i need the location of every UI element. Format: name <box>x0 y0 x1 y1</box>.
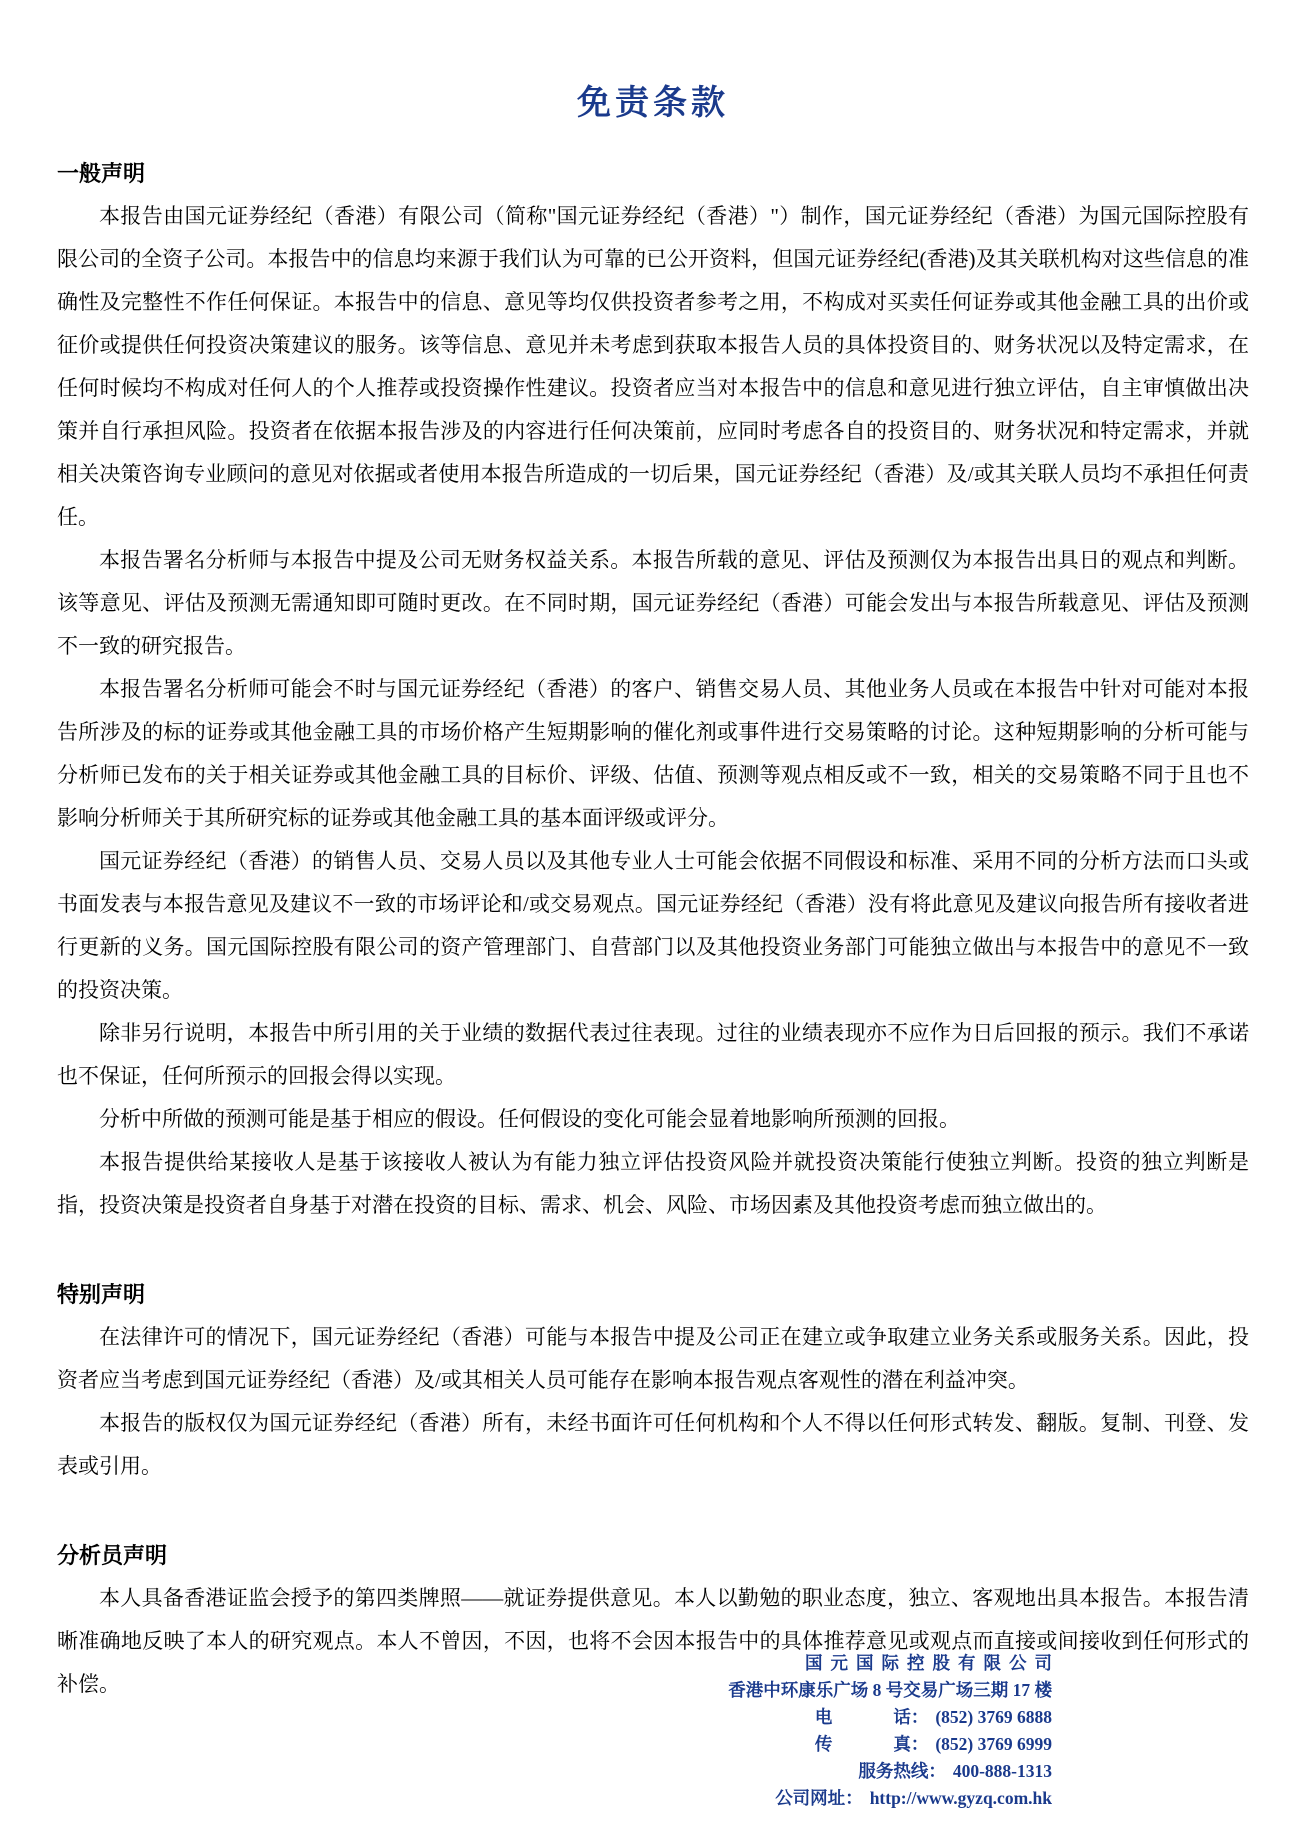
footer-hotline-number: 400-888-1313 <box>952 1761 1052 1781</box>
general-statement-paragraph: 本报告署名分析师与本报告中提及公司无财务权益关系。本报告所载的意见、评估及预测仅为本报告出具日的观点和判断。该等意见、评估及预测无需通知即可随时更改。在不同时期，国元证券经纪（香港）可能会发出与本报告所载意见、评估及预测不一致的研究报告。 <box>57 548 1249 658</box>
footer-website-colon: ： <box>845 1788 863 1808</box>
page-title: 免责条款 <box>577 85 729 122</box>
analyst-statement-heading: 分析员声明 <box>57 1543 168 1568</box>
general-statement-paragraph: 本报告署名分析师可能会不时与国元证券经纪（香港）的客户、销售交易人员、其他业务人员或在本报告中针对可能对本报告所涉及的标的证券或其他金融工具的市场价格产生短期影响的催化剂或事件进行交易策略的讨论。这种短期影响的分析可能与分析师已发布的关于相关证券或其他金融工具的目标价、评级、估值、预测等观点相反或不一致，相关的交易策略不同于且也不影响分析师关于其所研究标的证券或其他金融工具的基本面评级或评分。 <box>57 677 1249 830</box>
special-statement-paragraph: 在法律许可的情况下，国元证券经纪（香港）可能与本报告中提及公司正在建立或争取建立业务关系或服务关系。因此，投资者应当考虑到国元证券经纪（香港）及/或其相关人员可能存在影响本报告观点客观性的潜在利益冲突。 <box>57 1325 1249 1392</box>
footer-phone-number: (852) 3769 6888 <box>935 1707 1052 1727</box>
general-statement-paragraph: 国元证券经纪（香港）的销售人员、交易人员以及其他专业人士可能会依据不同假设和标准、采用不同的分析方法而口头或书面发表与本报告意见及建议不一致的市场评论和/或交易观点。国元证券经纪（香港）没有将此意见及建议向报告所有接收者进行更新的义务。国元国际控股有限公司的资产管理部门、自营部门以及其他投资业务部门可能独立做出与本报告中的意见不一致的投资决策。 <box>57 849 1249 1002</box>
general-statement-paragraph: 分析中所做的预测可能是基于相应的假设。任何假设的变化可能会显着地影响所预测的回报。 <box>99 1107 960 1131</box>
footer-hotline-row <box>728 1758 1052 1785</box>
footer-company-name: 国元国际控股有限公司 <box>805 1653 1060 1673</box>
general-statement-paragraph: 除非另行说明，本报告中所引用的关于业绩的数据代表过往表现。过往的业绩表现亦不应作为日后回报的预示。我们不承诺也不保证，任何所预示的回报会得以实现。 <box>57 1021 1249 1088</box>
footer-phone-label: 电话 <box>814 1707 911 1727</box>
footer-fax-number: (852) 3769 6999 <box>935 1734 1052 1754</box>
footer-fax-row <box>728 1731 1052 1758</box>
footer-website-link[interactable]: http://www.gyzq.com.hk <box>869 1788 1052 1808</box>
general-statement-paragraph: 本报告由国元证券经纪（香港）有限公司（简称"国元证券经纪（香港）"）制作，国元证券经纪（香港）为国元国际控股有限公司的全资子公司。本报告中的信息均来源于我们认为可靠的已公开资料，但国元证券经纪(香港)及其关联机构对这些信息的准确性及完整性不作任何保证。本报告中的信息、意见等均仅供投资者参考之用，不构成对买卖任何证券或其他金融工具的出价或征价或提供任何投资决策建议的服务。该等信息、意见并未考虑到获取本报告人员的具体投资目的、财务状况以及特定需求，在任何时候均不构成对任何人的个人推荐或投资操作性建议。投资者应当对本报告中的信息和意见进行独立评估，自主审慎做出决策并自行承担风险。投资者在依据本报告涉及的内容进行任何决策前，应同时考虑各自的投资目的、财务状况和特定需求，并就相关决策咨询专业顾问的意见对依据或者使用本报告所造成的一切后果，国元证券经纪（香港）及/或其关联人员均不承担任何责任。 <box>57 204 1249 529</box>
section-special-statement <box>57 1273 1249 1488</box>
footer-address: 香港中环康乐广场 8 号交易广场三期 17 楼 <box>728 1680 1052 1700</box>
section-general-statement <box>57 152 1249 1227</box>
footer-hotline-label: 服务热线 <box>858 1761 929 1781</box>
company-footer <box>728 1650 1060 1812</box>
analyst-statement-paragraph: 本人具备香港证监会授予的第四类牌照——就证券提供意见。本人以勤勉的职业态度，独立、客观地出具本报告。本报告清晰准确地反映了本人的研究观点。本人不曾因，不因，也将不会因本报告中的具体推荐意见或观点而直接或间接收到任何形式的补偿。 <box>57 1586 1249 1696</box>
special-statement-heading: 特别声明 <box>57 1282 146 1307</box>
footer-website-label: 公司网址 <box>775 1788 846 1808</box>
footer-fax-colon: ： <box>910 1734 929 1754</box>
footer-fax-label: 传真 <box>814 1734 911 1754</box>
general-statement-heading: 一般声明 <box>57 161 146 186</box>
footer-hotline-colon: ： <box>928 1761 946 1781</box>
section-analyst-statement <box>57 1534 1249 1706</box>
general-statement-paragraph: 本报告提供给某接收人是基于该接收人被认为有能力独立评估投资风险并就投资决策能行使独立判断。投资的独立判断是指，投资决策是投资者自身基于对潜在投资的目标、需求、机会、风险、市场因素及其他投资考虑而独立做出的。 <box>57 1150 1249 1217</box>
footer-phone-colon: ： <box>910 1707 929 1727</box>
special-statement-paragraph: 本报告的版权仅为国元证券经纪（香港）所有，未经书面许可任何机构和个人不得以任何形式转发、翻版。复制、刊登、发表或引用。 <box>57 1411 1249 1478</box>
footer-website-row <box>728 1785 1052 1812</box>
footer-phone-row <box>728 1704 1052 1731</box>
